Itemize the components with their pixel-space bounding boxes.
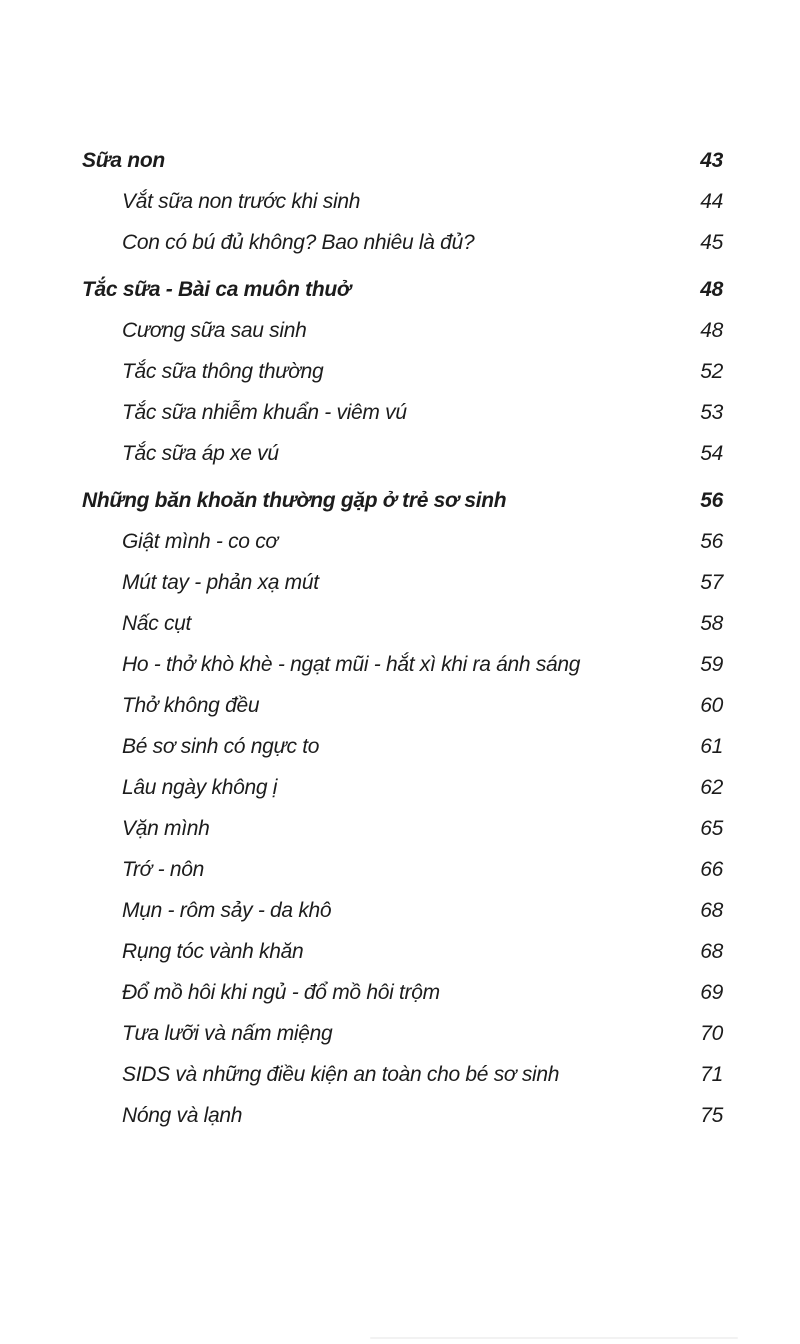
toc-entry-page: 48: [700, 319, 723, 342]
toc-entry: [82, 1013, 723, 1054]
toc-entry-title: Rụng tóc vành khăn: [122, 940, 304, 963]
toc-entry-title: Sữa non: [82, 149, 165, 172]
toc-entry-title: Tắc sữa nhiễm khuẩn - viêm vú: [122, 401, 407, 424]
toc-entry: [82, 1054, 723, 1095]
toc-entry-page: 54: [700, 442, 723, 465]
toc-entry: [82, 181, 723, 222]
toc-entry-title: Nóng và lạnh: [122, 1104, 243, 1127]
toc-entry-title: Con có bú đủ không? Bao nhiêu là đủ?: [122, 231, 475, 254]
toc-entry: [82, 140, 723, 181]
toc-entry-page: 66: [700, 858, 723, 881]
toc-entry: [82, 931, 723, 972]
toc-entry: [82, 972, 723, 1013]
toc-entry-page: 59: [700, 653, 723, 676]
toc-entry: [82, 726, 723, 767]
toc-entry-page: 68: [700, 940, 723, 963]
toc-entry-title: Nấc cụt: [122, 612, 192, 635]
toc-entry-title: Bé sơ sinh có ngực to: [122, 735, 320, 758]
toc-entry-page: 61: [700, 735, 723, 758]
toc-entry: [82, 603, 723, 644]
toc-entry-page: 53: [700, 401, 723, 424]
toc-entry-page: 60: [700, 694, 723, 717]
toc-entry-title: Thở không đều: [122, 694, 260, 717]
toc-entry: [82, 480, 723, 521]
toc-entry-title: Những băn khoăn thường gặp ở trẻ sơ sinh: [82, 489, 507, 512]
toc-entry-title: Vặn mình: [122, 817, 210, 840]
toc-list: [82, 140, 723, 1136]
toc-entry: [82, 808, 723, 849]
toc-entry: [82, 222, 723, 263]
toc-entry-page: 75: [700, 1104, 723, 1127]
toc-entry: [82, 310, 723, 351]
toc-entry-title: Mút tay - phản xạ mút: [122, 571, 319, 594]
toc-entry-title: Tắc sữa - Bài ca muôn thuở: [82, 278, 351, 301]
toc-entry-title: Mụn - rôm sảy - da khô: [122, 899, 332, 922]
toc-entry: [82, 890, 723, 931]
toc-entry-title: Tưa lưỡi và nấm miệng: [122, 1022, 333, 1045]
toc-entry: [82, 392, 723, 433]
toc-entry-page: 57: [700, 571, 723, 594]
toc-entry: [82, 849, 723, 890]
toc-entry-title: Tắc sữa thông thường: [122, 360, 324, 383]
toc-entry-page: 52: [700, 360, 723, 383]
toc-entry: [82, 767, 723, 808]
toc-entry-page: 62: [700, 776, 723, 799]
toc-entry: [82, 644, 723, 685]
toc-entry-page: 58: [700, 612, 723, 635]
toc-entry: [82, 1095, 723, 1136]
toc-entry: [82, 351, 723, 392]
page-edge-artifact: [370, 1337, 738, 1339]
toc-entry: [82, 562, 723, 603]
toc-entry: [82, 269, 723, 310]
toc-entry-title: Tắc sữa áp xe vú: [122, 442, 279, 465]
toc-entry-page: 71: [700, 1063, 723, 1086]
toc-entry-title: Trớ - nôn: [122, 858, 204, 881]
toc-entry-title: SIDS và những điều kiện an toàn cho bé sơ sinh: [122, 1063, 560, 1086]
toc-entry: [82, 685, 723, 726]
toc-entry-title: Giật mình - co cơ: [122, 530, 278, 553]
toc-entry: [82, 521, 723, 562]
toc-entry-page: 70: [700, 1022, 723, 1045]
toc-entry-page: 56: [700, 489, 723, 512]
toc-entry-title: Ho - thở khò khè - ngạt mũi - hắt xì khi ra ánh sáng: [122, 653, 581, 676]
toc-entry-page: 65: [700, 817, 723, 840]
toc-entry-title: Cương sữa sau sinh: [122, 319, 307, 342]
toc-entry-page: 44: [700, 190, 723, 213]
toc-entry-title: Đổ mồ hôi khi ngủ - đổ mồ hôi trộm: [122, 981, 440, 1004]
toc-entry-page: 45: [700, 231, 723, 254]
toc-entry-page: 56: [700, 530, 723, 553]
toc-entry-title: Lâu ngày không ị: [122, 776, 278, 799]
toc-entry-page: 43: [700, 149, 723, 172]
toc-entry-page: 48: [700, 278, 723, 301]
toc-entry-page: 69: [700, 981, 723, 1004]
toc-entry-page: 68: [700, 899, 723, 922]
toc-entry-title: Vắt sữa non trước khi sinh: [122, 190, 361, 213]
toc-entry: [82, 433, 723, 474]
